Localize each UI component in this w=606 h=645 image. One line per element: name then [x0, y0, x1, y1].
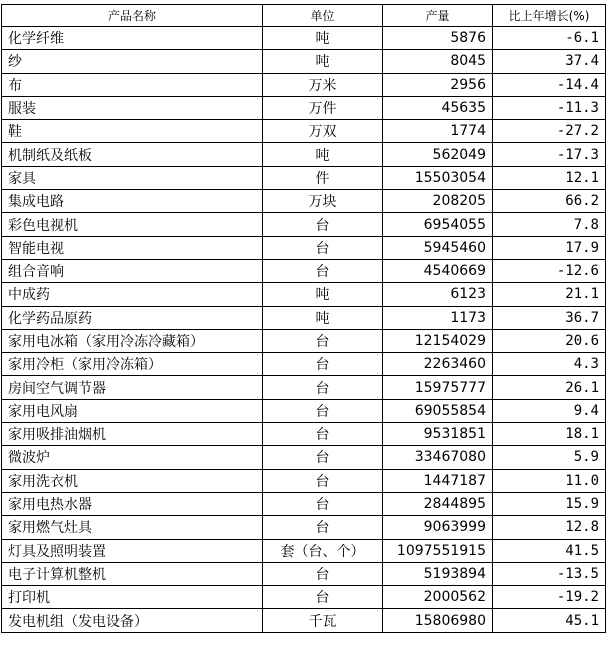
- cell-quantity: 15975777: [383, 376, 493, 399]
- cell-unit: 吨: [263, 27, 383, 50]
- cell-unit: 台: [263, 446, 383, 469]
- cell-product-name: 灯具及照明装置: [2, 539, 263, 562]
- table-row: [2, 516, 606, 539]
- cell-unit: 台: [263, 236, 383, 259]
- cell-growth: 15.9: [493, 492, 606, 515]
- table-row: [2, 423, 606, 446]
- cell-growth: -14.4: [493, 73, 606, 96]
- cell-unit: 万双: [263, 120, 383, 143]
- cell-quantity: 69055854: [383, 399, 493, 422]
- cell-quantity: 208205: [383, 190, 493, 213]
- cell-growth: 11.0: [493, 469, 606, 492]
- cell-quantity: 2000562: [383, 586, 493, 609]
- header-unit: 单位: [263, 5, 383, 27]
- cell-product-name: 家用洗衣机: [2, 469, 263, 492]
- cell-growth: -12.6: [493, 259, 606, 282]
- cell-unit: 套（台、个）: [263, 539, 383, 562]
- cell-product-name: 组合音响: [2, 259, 263, 282]
- cell-quantity: 1173: [383, 306, 493, 329]
- cell-unit: 台: [263, 586, 383, 609]
- cell-growth: 17.9: [493, 236, 606, 259]
- cell-product-name: 发电机组（发电设备）: [2, 609, 263, 632]
- table-row: [2, 166, 606, 189]
- cell-growth: -19.2: [493, 586, 606, 609]
- cell-unit: 件: [263, 166, 383, 189]
- table-row: [2, 306, 606, 329]
- cell-product-name: 家用电风扇: [2, 399, 263, 422]
- cell-growth: 9.4: [493, 399, 606, 422]
- cell-quantity: 4540669: [383, 259, 493, 282]
- cell-quantity: 12154029: [383, 329, 493, 352]
- cell-product-name: 家具: [2, 166, 263, 189]
- cell-product-name: 家用冷柜（家用冷冻箱）: [2, 353, 263, 376]
- table-body: [2, 27, 606, 633]
- cell-quantity: 33467080: [383, 446, 493, 469]
- cell-quantity: 5193894: [383, 562, 493, 585]
- cell-product-name: 中成药: [2, 283, 263, 306]
- cell-growth: 21.1: [493, 283, 606, 306]
- cell-growth: 12.8: [493, 516, 606, 539]
- cell-product-name: 服装: [2, 96, 263, 119]
- cell-unit: 吨: [263, 143, 383, 166]
- table-row: [2, 27, 606, 50]
- production-table: [1, 4, 606, 633]
- cell-quantity: 8045: [383, 50, 493, 73]
- cell-growth: 37.4: [493, 50, 606, 73]
- cell-product-name: 布: [2, 73, 263, 96]
- table-row: [2, 96, 606, 119]
- cell-quantity: 15806980: [383, 609, 493, 632]
- cell-growth: -6.1: [493, 27, 606, 50]
- cell-product-name: 家用燃气灶具: [2, 516, 263, 539]
- cell-growth: -13.5: [493, 562, 606, 585]
- cell-growth: 36.7: [493, 306, 606, 329]
- cell-product-name: 家用电冰箱（家用冷冻冷藏箱）: [2, 329, 263, 352]
- cell-unit: 台: [263, 376, 383, 399]
- header-product-name: 产品名称: [2, 5, 263, 27]
- cell-unit: 万米: [263, 73, 383, 96]
- table-row: [2, 50, 606, 73]
- table-row: [2, 329, 606, 352]
- table-row: [2, 190, 606, 213]
- cell-growth: 5.9: [493, 446, 606, 469]
- cell-growth: 20.6: [493, 329, 606, 352]
- cell-growth: 26.1: [493, 376, 606, 399]
- table-row: [2, 283, 606, 306]
- cell-quantity: 1097551915: [383, 539, 493, 562]
- cell-unit: 万件: [263, 96, 383, 119]
- cell-unit: 台: [263, 516, 383, 539]
- cell-growth: 12.1: [493, 166, 606, 189]
- cell-product-name: 智能电视: [2, 236, 263, 259]
- table-row: [2, 259, 606, 282]
- table-row: [2, 399, 606, 422]
- cell-growth: 7.8: [493, 213, 606, 236]
- table-row: [2, 376, 606, 399]
- cell-growth: 66.2: [493, 190, 606, 213]
- cell-product-name: 集成电路: [2, 190, 263, 213]
- cell-growth: 4.3: [493, 353, 606, 376]
- cell-quantity: 6954055: [383, 213, 493, 236]
- cell-quantity: 2263460: [383, 353, 493, 376]
- table-row: [2, 143, 606, 166]
- cell-unit: 台: [263, 329, 383, 352]
- table-row: [2, 586, 606, 609]
- table-row: [2, 446, 606, 469]
- header-quantity: 产量: [383, 5, 493, 27]
- cell-unit: 吨: [263, 306, 383, 329]
- cell-product-name: 化学药品原药: [2, 306, 263, 329]
- table-row: [2, 236, 606, 259]
- table-row: [2, 492, 606, 515]
- table-row: [2, 539, 606, 562]
- cell-product-name: 家用吸排油烟机: [2, 423, 263, 446]
- table-row: [2, 120, 606, 143]
- cell-product-name: 微波炉: [2, 446, 263, 469]
- cell-quantity: 1447187: [383, 469, 493, 492]
- cell-growth: -17.3: [493, 143, 606, 166]
- cell-quantity: 9531851: [383, 423, 493, 446]
- cell-quantity: 562049: [383, 143, 493, 166]
- table-row: [2, 213, 606, 236]
- table-row: [2, 353, 606, 376]
- cell-quantity: 2844895: [383, 492, 493, 515]
- cell-growth: -11.3: [493, 96, 606, 119]
- table-row: [2, 562, 606, 585]
- cell-unit: 台: [263, 492, 383, 515]
- cell-unit: 千瓦: [263, 609, 383, 632]
- cell-product-name: 纱: [2, 50, 263, 73]
- cell-product-name: 鞋: [2, 120, 263, 143]
- cell-unit: 吨: [263, 50, 383, 73]
- table-header: [2, 5, 606, 27]
- cell-product-name: 电子计算机整机: [2, 562, 263, 585]
- cell-growth: 45.1: [493, 609, 606, 632]
- cell-growth: -27.2: [493, 120, 606, 143]
- cell-unit: 台: [263, 353, 383, 376]
- cell-growth: 41.5: [493, 539, 606, 562]
- cell-quantity: 15503054: [383, 166, 493, 189]
- cell-quantity: 9063999: [383, 516, 493, 539]
- cell-unit: 台: [263, 259, 383, 282]
- cell-quantity: 2956: [383, 73, 493, 96]
- table-row: [2, 609, 606, 632]
- header-growth: 比上年增长(%): [493, 5, 606, 27]
- cell-unit: 台: [263, 399, 383, 422]
- cell-unit: 台: [263, 469, 383, 492]
- cell-product-name: 彩色电视机: [2, 213, 263, 236]
- cell-quantity: 45635: [383, 96, 493, 119]
- cell-product-name: 化学纤维: [2, 27, 263, 50]
- cell-unit: 吨: [263, 283, 383, 306]
- table-row: [2, 469, 606, 492]
- cell-unit: 万块: [263, 190, 383, 213]
- cell-unit: 台: [263, 423, 383, 446]
- cell-unit: 台: [263, 213, 383, 236]
- cell-product-name: 打印机: [2, 586, 263, 609]
- cell-growth: 18.1: [493, 423, 606, 446]
- cell-quantity: 5876: [383, 27, 493, 50]
- cell-quantity: 5945460: [383, 236, 493, 259]
- cell-quantity: 1774: [383, 120, 493, 143]
- cell-product-name: 房间空气调节器: [2, 376, 263, 399]
- cell-quantity: 6123: [383, 283, 493, 306]
- cell-product-name: 家用电热水器: [2, 492, 263, 515]
- cell-product-name: 机制纸及纸板: [2, 143, 263, 166]
- header-row: [2, 5, 606, 27]
- cell-unit: 台: [263, 562, 383, 585]
- table-row: [2, 73, 606, 96]
